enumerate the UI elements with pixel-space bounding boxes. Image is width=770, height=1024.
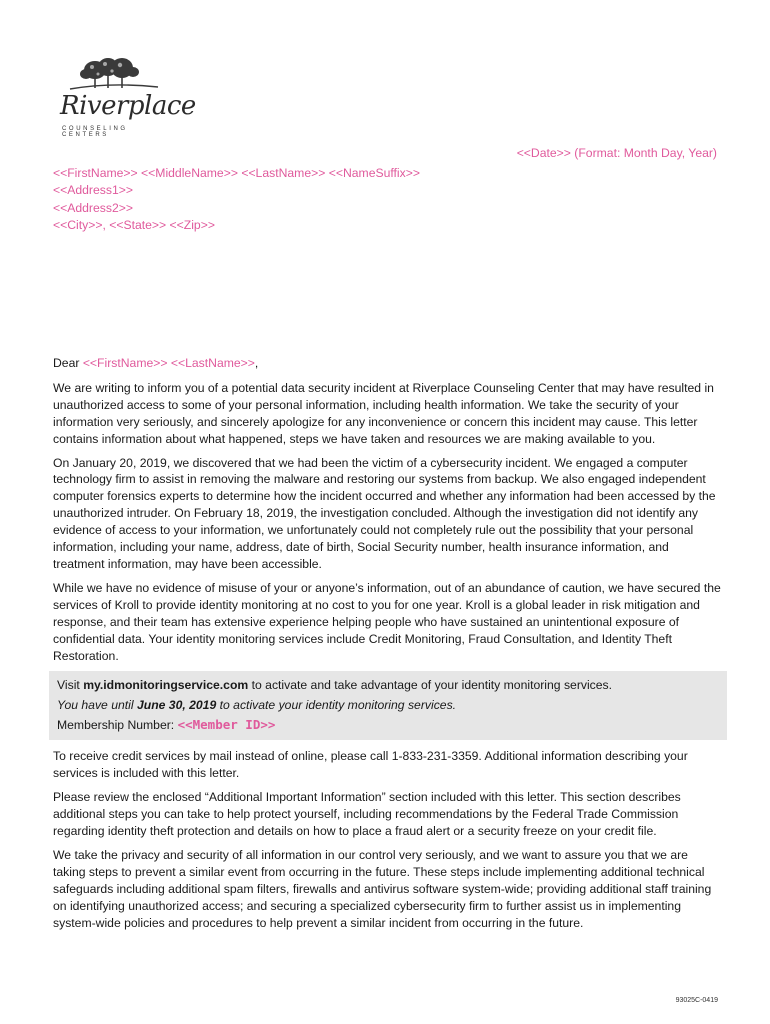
paragraph-prevention-steps: We take the privacy and security of all information in our control very seriously, and we want to assure you that we are taking steps to prevent a similar event from occurring in the future. These steps include implementing additional technical safeguards including additional spam filters, firewalls and antivirus software system-wide; providing additional staff training on identifying unauthorized access; and securing a specialized cybersecurity firm to further assist us in implementing system-wide policies and procedures to help prevent a similar incident from occurring in the future. bbox=[53, 847, 712, 930]
address-line-1: <<Address1>> bbox=[53, 183, 133, 198]
paragraph-mail-services: To receive credit services by mail instead of online, please call 1-833-231-3359. Additional information describing your services is included with this letter. bbox=[53, 749, 688, 781]
date-placeholder: <<Date>> bbox=[516, 146, 571, 160]
callout-deadline-line: You have until June 30, 2019 to activate your identity monitoring services. bbox=[57, 698, 457, 713]
paragraph-incident-notice: We are writing to inform you of a potential data security incident at Riverplace Counseling Center that may have resulted in unauthorized access to some of your personal information, including health information. We take the security of your information very seriously, and sincerely apologize for any inconvenience or concern this incident may cause. This letter contains information about what happened, steps we have taken and resources we are making available to you. bbox=[53, 380, 714, 446]
enrollment-deadline: June 30, 2019 bbox=[136, 698, 217, 713]
callout-visit-line: Visit my.idmonitoringservice.com to activate and take advantage of your identity monitoring services. bbox=[57, 678, 613, 693]
date-line bbox=[517, 146, 717, 160]
logo-wordmark: Riverplace bbox=[60, 91, 196, 121]
date-format-note: (Format: Month Day, Year) bbox=[574, 146, 717, 160]
trees-icon bbox=[50, 54, 170, 94]
paragraph-what-happened: On January 20, 2019, we discovered that we had been the victim of a cybersecurity incident. We engaged a computer technology firm to assist in removing the malware and restoring our systems from backup. We also engaged independent computer forensics experts to determine how the incident occurred and whether any information had been accessed by the unauthorized intruder. On February 18, 2019, the investigation concluded. Although the investigation did not identify any evidence of access to your information, we unfortunately could not completely rule out the possibility that your personal information, including your name, address, date of birth, Social Security number, health insurance information, and treatment information, may have been accessible. bbox=[53, 455, 716, 571]
paragraph-additional-info: Please review the enclosed “Additional Important Information” section included with this letter. This section describes additional steps you can take to help protect yourself, including recommendations by the Federal Trade Commission regarding identity theft protection and details on how to place a fraud alert or a security freeze on your credit file. bbox=[53, 790, 681, 839]
enrollment-url-link[interactable]: my.idmonitoringservice.com bbox=[83, 678, 249, 693]
member-id-placeholder: <<Member ID>> bbox=[177, 717, 276, 733]
address-city-state-zip: <<City>>, <<State>> <<Zip>> bbox=[53, 218, 215, 233]
letter-body bbox=[53, 355, 723, 938]
document-code: 93025C-0419 bbox=[675, 997, 718, 1004]
paragraph-kroll-services: While we have no evidence of misuse of your or anyone’s information, out of an abundance of caution, we have secured the services of Kroll to provide identity monitoring at no cost to you for one year. Kroll is a global leader in risk mitigation and response, and their team has extensive experience helping people who have sustained an unintentional exposure of confidential data. Your identity monitoring services include Credit Monitoring, Fraud Consultation, and Identity Theft Restoration. bbox=[53, 580, 721, 663]
address-line-2: <<Address2>> bbox=[53, 200, 133, 215]
salutation: Dear <<FirstName>> <<LastName>>, bbox=[53, 356, 259, 370]
callout-member-line: Membership Number: <<Member ID>> bbox=[57, 717, 276, 733]
salutation-name: <<FirstName>> <<LastName>> bbox=[82, 356, 255, 370]
riverplace-logo bbox=[50, 54, 196, 138]
address-name-line: <<FirstName>> <<MiddleName>> <<LastName>> <<NameSuffix>> bbox=[53, 166, 420, 180]
recipient-address bbox=[53, 165, 420, 235]
logo-tagline: COUNSELING CENTERS bbox=[62, 126, 128, 138]
enrollment-callout bbox=[49, 671, 727, 740]
